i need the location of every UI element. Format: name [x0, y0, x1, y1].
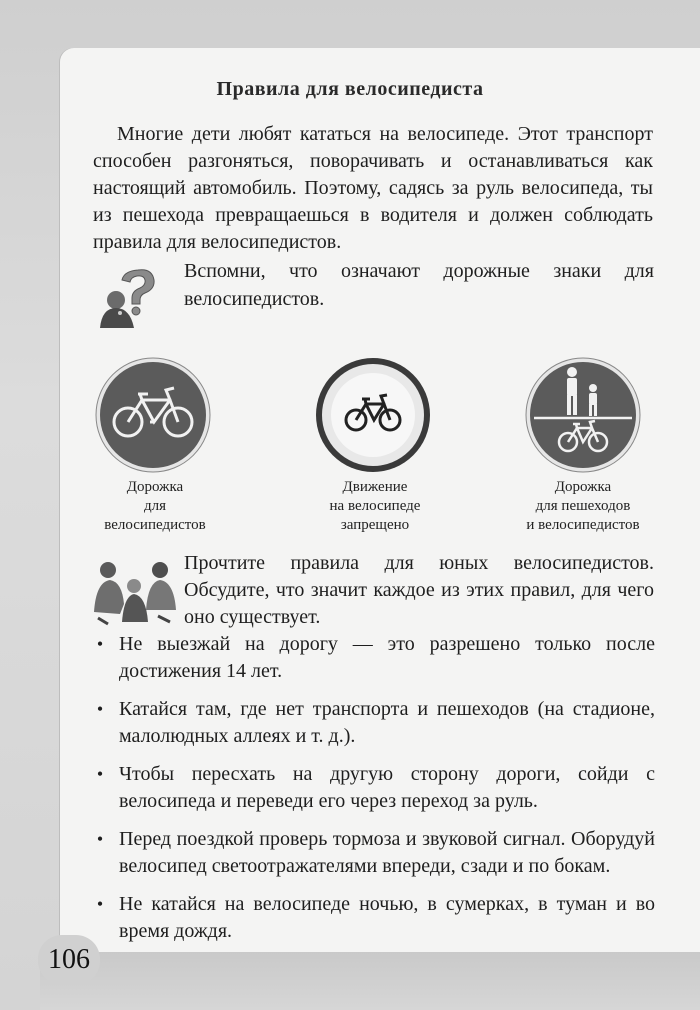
- rules-list: [93, 631, 655, 956]
- intro-paragraph: Многие дети любят кататься на велосипеде. Этот транспорт способен разгоняться, поворачивать и останавливаться как настоящий автомобиль. Поэтому, садясь за руль велосипеда, ты из пешехода превращаешься в водителя и должен соблюдать правила для велосипедистов.: [93, 123, 653, 253]
- list-item: • Не выезжай на дорогу — это разрешено только после достижения 14 лет.: [93, 631, 655, 685]
- thinking-child-icon: [98, 266, 170, 328]
- list-item: • Перед поездкой проверь тормоза и звуковой сигнал. Оборудуй велосипед светоотражателями впереди, сзади и по бокам.: [93, 826, 655, 880]
- list-item: • Чтобы пересхать на другую сторону дороги, сойди с велосипеда и переведи его через переход за руль.: [93, 761, 655, 815]
- pedestrian-bicycle-path-sign-icon: [524, 356, 642, 474]
- page-title: Правила для велосипедиста: [216, 78, 484, 100]
- sign-label-no-bicycles: Движение на велосипеде запрещено: [329, 479, 421, 533]
- list-item: • Не катайся на велосипеде ночью, в сумерках, в туман и во время дождя.: [93, 891, 655, 945]
- bullet-icon: •: [96, 829, 104, 849]
- children-discussing-icon: [90, 556, 178, 626]
- page-number: 106: [38, 935, 100, 985]
- bottom-band: [40, 952, 700, 1010]
- bicycle-path-sign-icon: [94, 356, 212, 474]
- list-item: • Катайся там, где нет транспорта и пешеходов (на стадионе, малолюдных аллеях и т. д.).: [93, 696, 655, 750]
- bullet-icon: •: [96, 699, 104, 719]
- bullet-icon: •: [96, 894, 104, 914]
- sign-label-bicycle-path: Дорожка для велосипедистов: [104, 479, 206, 533]
- discussion-prompt: Прочтите правила для юных велосипедистов. Обсудите, что значит каждое из этих правил, для чего оно существует.: [184, 552, 654, 628]
- no-bicycles-sign-icon: [314, 356, 432, 474]
- bullet-icon: •: [96, 764, 104, 784]
- sign-label-pedestrian-bicycle-path: Дорожка для пешеходов и велосипедистов: [526, 479, 640, 533]
- bullet-icon: •: [96, 634, 104, 654]
- remember-prompt: Вспомни, что означают дорожные знаки для велосипедистов.: [184, 260, 654, 310]
